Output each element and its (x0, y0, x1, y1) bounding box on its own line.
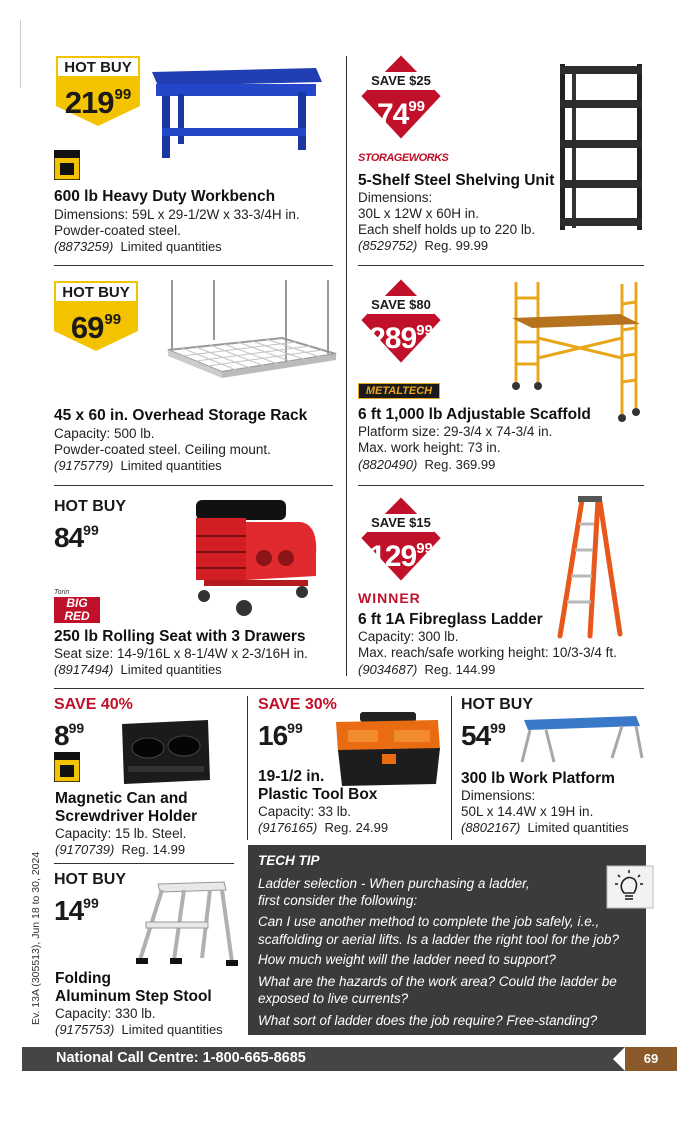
hot-buy-badge (54, 281, 138, 351)
row-divider (54, 485, 333, 486)
row-divider (358, 265, 644, 266)
product-spec: Capacity: 300 lb. (358, 629, 459, 644)
tech-tip-line: Ladder selection - When purchasing a ladder, (258, 876, 530, 891)
product-spec: Dimensions: 59L x 29-1/2W x 33-3/4H in. (54, 207, 300, 222)
winner-logo: WINNER (358, 590, 421, 606)
tech-tip-line: What sort of ladder does the job require? Free-standing? (258, 1013, 598, 1028)
badge-label: SAVE $25 (368, 72, 434, 90)
page-number: 69 (625, 1047, 677, 1071)
badge-label: HOT BUY (54, 871, 126, 888)
product-title: 45 x 60 in. Overhead Storage Rack (54, 407, 308, 424)
product-title: 5-Shelf Steel Shelving Unit (358, 172, 555, 189)
rolling-seat-image (190, 496, 320, 620)
price: $69^{99}$ (70, 310, 122, 345)
product-title: 19-1/2 in. (258, 768, 325, 785)
lightbulb-icon (606, 865, 654, 909)
save-badge (358, 494, 444, 584)
power-fist-logo (54, 752, 80, 782)
badge-label: HOT BUY (54, 498, 126, 515)
scaffold-image (508, 278, 644, 424)
call-centre-number: National Call Centre: 1-800-665-8685 (56, 1050, 306, 1066)
tech-tip-line: first consider the following: (258, 893, 418, 908)
price: $74^{99}$ (376, 98, 426, 131)
product-title: 250 lb Rolling Seat with 3 Drawers (54, 628, 306, 645)
badge-label: SAVE $80 (368, 296, 434, 314)
product-sku-line: (8529752) Reg. 99.99 (358, 238, 489, 253)
row-divider (54, 863, 234, 864)
product-spec: Dimensions: (358, 190, 433, 205)
shelving-image (558, 62, 644, 232)
price: $14^{99}$ (54, 895, 99, 926)
price: $16^{99}$ (258, 720, 303, 751)
product-title: Folding (55, 970, 111, 987)
column-divider (247, 696, 248, 840)
price: $8^{99}$ (54, 720, 85, 751)
product-title: 600 lb Heavy Duty Workbench (54, 188, 276, 205)
workbench-image (148, 62, 323, 162)
product-spec: Max. reach/safe working height: 10/3-3/4 ft. (358, 645, 617, 660)
chevron-left-icon (611, 1047, 625, 1071)
product-title: Aluminum Step Stool (55, 988, 212, 1005)
badge-label: SAVE 40% (54, 696, 133, 713)
product-title: Magnetic Can and (55, 790, 188, 807)
product-spec: Powder-coated steel. (54, 223, 181, 238)
column-divider (451, 696, 452, 840)
can-holder-image (118, 714, 214, 786)
storage-rack-image (162, 280, 342, 390)
price: $54^{99}$ (461, 720, 506, 751)
big-red-logo: Torin BIG RED (54, 589, 100, 623)
badge-label: SAVE 30% (258, 696, 337, 713)
price: $129^{99}$ (369, 540, 433, 573)
tech-tip-line: scaffolding or aerial lifts. Is a ladder the right tool for the job? (258, 932, 619, 947)
price: $84^{99}$ (54, 522, 99, 553)
step-stool-image (132, 880, 238, 966)
product-spec: Capacity: 33 lb. (258, 804, 352, 819)
price-block (54, 871, 126, 925)
tech-tip-line: What are the hazards of the work area? Could the ladder be (258, 974, 617, 989)
product-spec: Platform size: 29-3/4 x 74-3/4 in. (358, 424, 553, 439)
power-fist-logo (54, 150, 80, 180)
product-spec: Capacity: 15 lb. Steel. (55, 826, 187, 841)
row-divider (358, 485, 644, 486)
product-spec: Powder-coated steel. Ceiling mount. (54, 442, 271, 457)
price: $289^{99}$ (369, 322, 433, 355)
product-sku-line: (9170739) Reg. 14.99 (55, 842, 186, 857)
edition-label: Ev. 13A (305513), Jun 18 to 30, 2024 (30, 851, 42, 1025)
product-spec: Each shelf holds up to 220 lb. (358, 222, 536, 237)
product-spec: Dimensions: (461, 788, 536, 803)
tech-tip-line: exposed to live currents? (258, 991, 409, 1006)
tech-tip-line: How much weight will the ladder need to support? (258, 952, 556, 967)
tech-tip-heading: TECH TIP (258, 853, 320, 868)
product-title: 6 ft 1A Fibreglass Ladder (358, 611, 543, 628)
ladder-image (554, 494, 628, 644)
product-spec: 50L x 14.4W x 19H in. (461, 804, 594, 819)
tech-tip-panel (248, 845, 646, 1035)
save-badge (358, 52, 444, 142)
price: $219^{99}$ (64, 85, 132, 120)
product-title: Plastic Tool Box (258, 786, 378, 803)
product-spec: Seat size: 14-9/16L x 8-1/4W x 2-3/16H in. (54, 646, 308, 661)
product-sku-line: (8873259) Limited quantities (54, 239, 222, 254)
badge-label: HOT BUY (461, 696, 533, 713)
product-sku-line: (9175753) Limited quantities (55, 1022, 223, 1037)
product-sku-line: (9175779) Limited quantities (54, 458, 222, 473)
storageworks-logo: STORAGEWORKS (358, 152, 449, 164)
column-divider (346, 56, 347, 676)
tech-tip-line: Can I use another method to complete the job safely, i.e., (258, 914, 600, 929)
footer-bar (22, 1047, 677, 1071)
product-sku-line: (8917494) Limited quantities (54, 662, 222, 677)
work-platform-image (518, 714, 644, 766)
product-spec: Capacity: 330 lb. (55, 1006, 156, 1021)
save-badge (358, 276, 444, 366)
tool-box-image (332, 710, 444, 790)
margin-mark (20, 20, 21, 88)
product-title: Screwdriver Holder (55, 808, 198, 825)
price-block (54, 498, 126, 552)
metaltech-logo: METALTECH (358, 383, 440, 399)
row-divider (54, 688, 644, 689)
product-sku-line: (9034687) Reg. 144.99 (358, 662, 496, 677)
product-title: 6 ft 1,000 lb Adjustable Scaffold (358, 406, 591, 423)
product-spec: Capacity: 500 lb. (54, 426, 155, 441)
row-divider (54, 265, 333, 266)
product-spec: 30L x 12W x 60H in. (358, 206, 480, 221)
badge-label: HOT BUY (56, 56, 140, 78)
badge-label: SAVE $15 (368, 514, 434, 532)
product-sku-line: (8820490) Reg. 369.99 (358, 457, 496, 472)
price-block (258, 696, 337, 750)
product-sku-line: (9176165) Reg. 24.99 (258, 820, 389, 835)
badge-label: HOT BUY (54, 281, 138, 303)
product-title: 300 lb Work Platform (461, 770, 615, 787)
product-sku-line: (8802167) Limited quantities (461, 820, 629, 835)
product-spec: Max. work height: 73 in. (358, 440, 501, 455)
hot-buy-badge (56, 56, 140, 126)
